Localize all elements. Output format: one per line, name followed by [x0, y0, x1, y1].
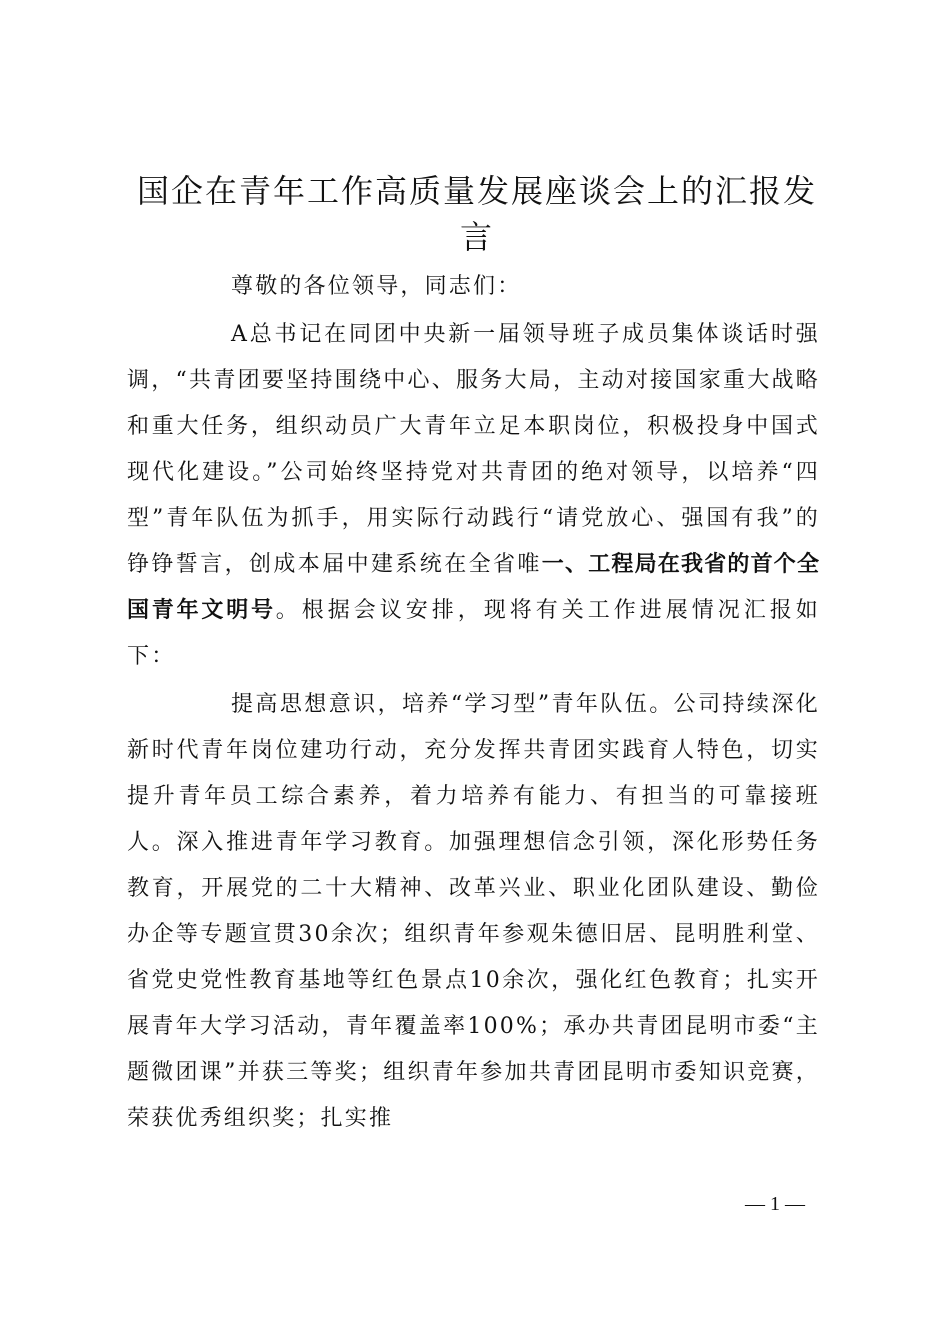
paragraph-study-team: 提高思想意识，培养“学习型”青年队伍。公司持续深化新时代青年岗位建功行动，充分发挥共青团实践育人特色，切实提升青年员工综合素养，着力培养有能力、有担当的可靠接班人。深入推进青年学习教育。加强理想信念引领，深化形势任务教育，开展党的二十大精神、改革兴业、职业化团队建设、勤俭办企等专题宣贯30余次；组织青年参观朱德旧居、昆明胜利堂、省党史党性教育基地等红色景点10余次，强化红色教育；扎实开展青年大学习活动，青年覆盖率100%；承办共青团昆明市委“主题微团课”并获三等奖；组织青年参加共青团昆明市委知识竞赛，荣获优秀组织奖；扎实推 — [127, 692, 820, 1131]
paragraph-intro-text-before: A总书记在同团中央新一届领导班子成员集体谈话时强调，“共青团要坚持围绕中心、服务大局，主动对接国家重大战略和重大任务，组织动员广大青年立足本职岗位，积极投身中国式现代化建设。”公司始终坚持党对共青团的绝对领导，以培养“四型”青年队伍为抓手，用实际行动践行“请党放心、强国有我”的铮铮誓言，创成本届中建系统在全省唯 — [127, 322, 820, 577]
paragraph-intro-bold-text: 一、工程局在我省的首个全国青年文明号 — [127, 552, 820, 623]
document-body — [127, 264, 820, 1142]
paragraph-intro — [127, 312, 820, 680]
paragraph-intro-text-after: 。根据会议安排，现将有关工作进展情况汇报如下： — [127, 598, 820, 669]
page-number: — 1 — — [745, 1193, 805, 1215]
salutation: 尊敬的各位领导，同志们： — [231, 274, 522, 299]
document-title: 国企在青年工作高质量发展座谈会上的汇报发言 — [136, 172, 817, 256]
